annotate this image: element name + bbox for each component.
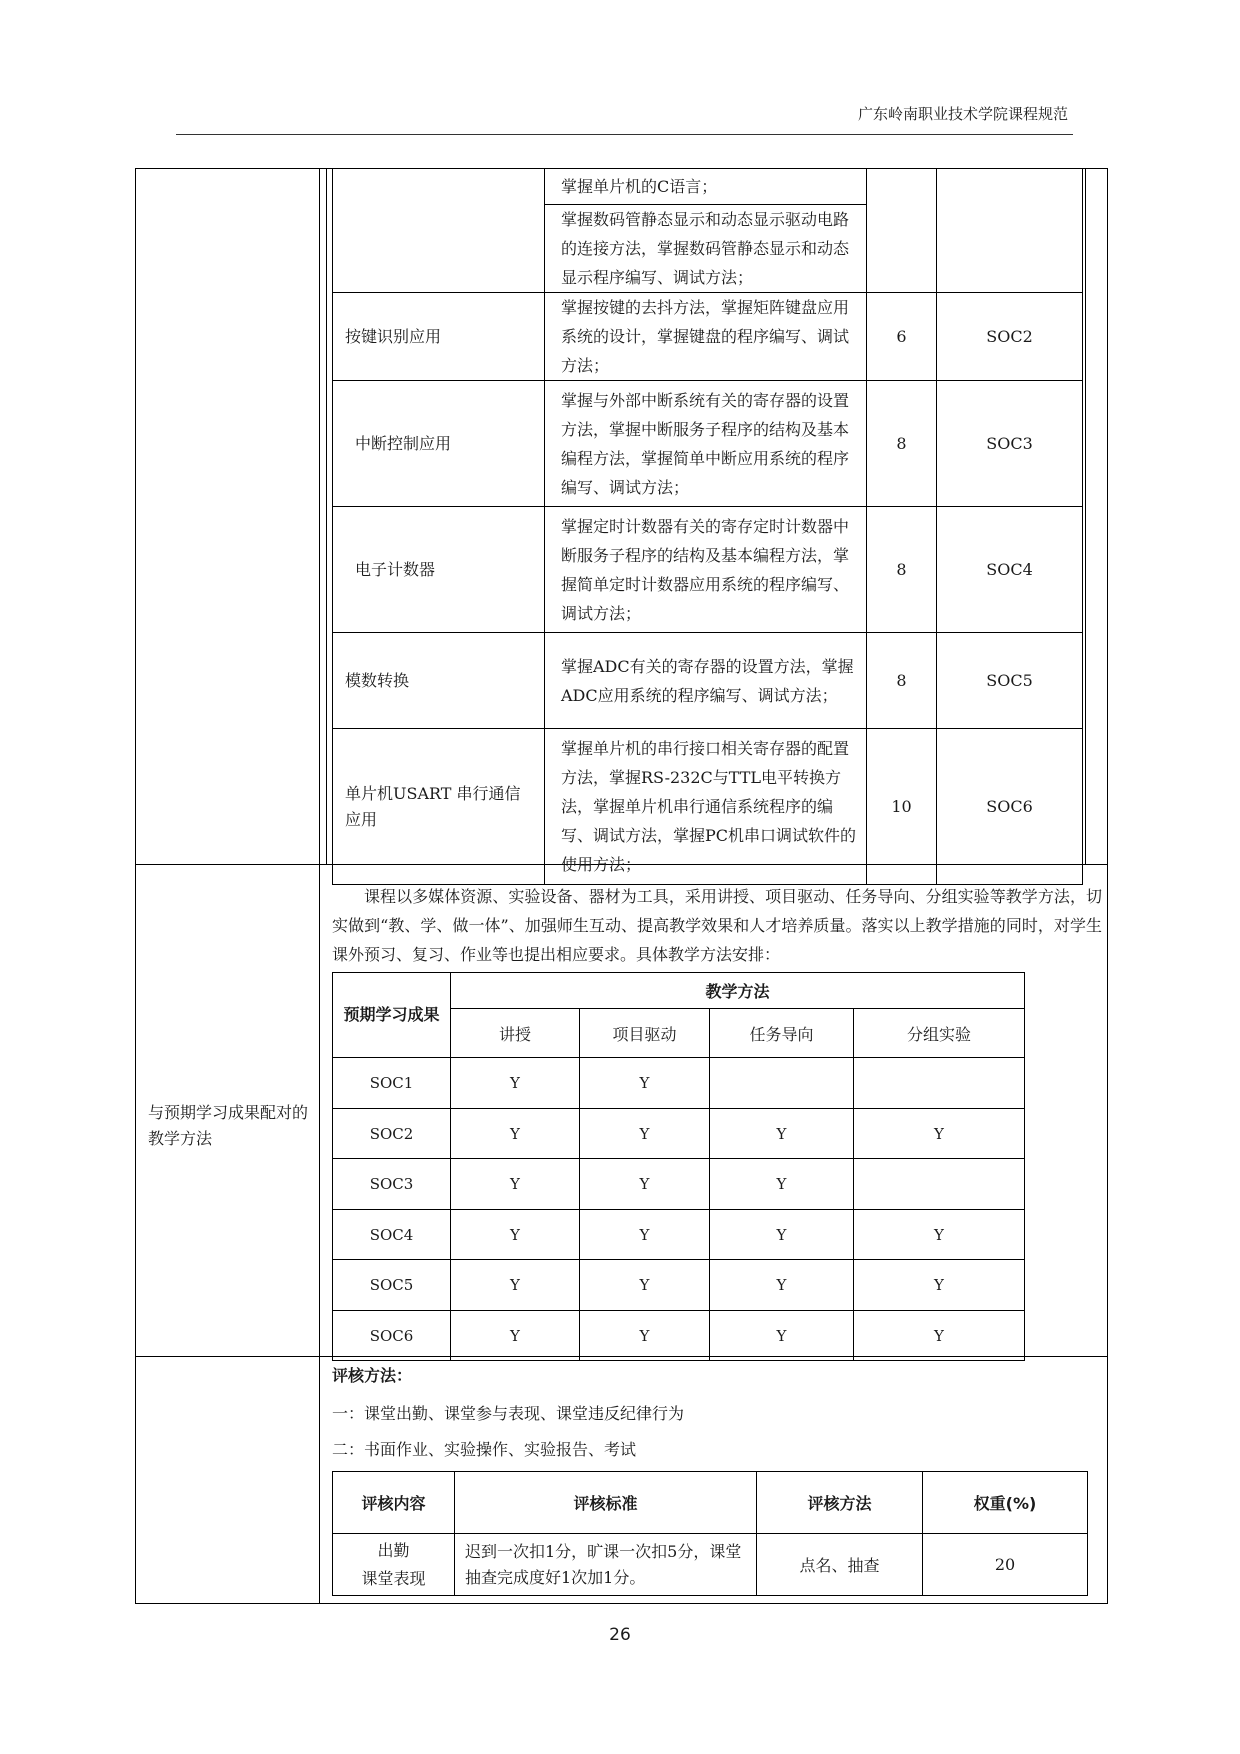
method-header-cell: 分组实验 [854,1009,1025,1058]
table-row [333,1058,1025,1109]
teaching-methods-table [332,972,1025,1361]
mark-cell: Y [580,1159,710,1210]
method-header-cell: 项目驱动 [580,1009,710,1058]
table-row [333,973,1025,1009]
mark-cell: Y [854,1311,1025,1361]
table-row [333,381,1083,507]
soc-cell: SOC1 [333,1058,451,1109]
module-hours-cell [867,169,937,293]
assess-standard-cell: 迟到一次扣1分，旷课一次扣5分，课堂抽查完成度好1次加1分。 [455,1534,757,1596]
module-name-cell [333,169,545,293]
module-soc-cell: SOC2 [937,293,1083,381]
table-row [333,729,1083,885]
mark-cell: Y [854,1109,1025,1159]
mark-cell: Y [580,1260,710,1311]
assess-header-cell: 权重(%) [923,1472,1088,1534]
mark-cell: Y [580,1058,710,1109]
assess-header-cell: 评核内容 [333,1472,455,1534]
mark-cell: Y [451,1260,580,1311]
mark-cell: Y [854,1210,1025,1260]
assess-method-cell: 点名、抽查 [757,1534,923,1596]
module-hours-cell: 8 [867,507,937,633]
mark-cell [854,1159,1025,1210]
mark-cell: Y [451,1109,580,1159]
table-row [333,633,1083,729]
assess-content-line-2: 课堂表现 [361,1568,426,1588]
teaching-intro-paragraph: 课程以多媒体资源、实验设备、器材为工具，采用讲授、项目驱动、任务导向、分组实验等教学方法，切实做到“教、学、做一体”、加强师生互动、提高教学效果和人才培养质量。落实以上教学措施的同时，对学生课外预习、复习、作业等也提出相应要求。具体教学方法安排： [332,887,1102,964]
mark-cell: Y [854,1260,1025,1311]
mark-cell: Y [710,1210,854,1260]
module-name-cell: 单片机USART 串行通信应用 [333,729,545,885]
module-name-cell: 中断控制应用 [333,381,545,507]
table-row [333,293,1083,381]
methods-header-cell: 教学方法 [451,973,1025,1009]
mark-cell: Y [451,1311,580,1361]
mark-cell: Y [580,1311,710,1361]
outcome-header-cell: 预期学习成果 [333,973,451,1058]
table-row [333,1159,1025,1210]
mark-cell [854,1058,1025,1109]
table-row [333,1534,1088,1596]
method-header-cell: 讲授 [451,1009,580,1058]
module-content-cell: 掌握单片机的串行接口相关寄存器的配置方法，掌握RS-232C与TTL电平转换方法，掌握单片机串行通信系统程序的编写、调试方法，掌握PC机串口调试软件的使用方法； [545,729,867,885]
mark-cell: Y [710,1260,854,1311]
teaching-section-label: 与预期学习成果配对的教学方法 [148,1103,309,1148]
module-name-cell: 电子计数器 [333,507,545,633]
assess-header-cell: 评核方法 [757,1472,923,1534]
mark-cell [710,1058,854,1109]
module-hours-cell: 8 [867,633,937,729]
table-row [333,1260,1025,1311]
assess-header-cell: 评核标准 [455,1472,757,1534]
table-row [333,169,1083,205]
module-content-cell: 掌握按键的去抖方法，掌握矩阵键盘应用系统的设计，掌握键盘的程序编写、调试方法； [545,293,867,381]
module-hours-cell: 10 [867,729,937,885]
inner-column-divider [326,168,327,864]
module-name-cell: 按键识别应用 [333,293,545,381]
mark-cell: Y [451,1058,580,1109]
mark-cell: Y [451,1210,580,1260]
module-soc-cell: SOC5 [937,633,1083,729]
soc-cell: SOC4 [333,1210,451,1260]
mark-cell: Y [710,1109,854,1159]
left-column-divider [319,168,320,1604]
right-inner-divider [1085,168,1086,864]
module-content-cell: 掌握与外部中断系统有关的寄存器的设置方法，掌握中断服务子程序的结构及基本编程方法，掌握简单中断应用系统的程序编写、调试方法； [545,381,867,507]
module-table [332,168,1083,885]
table-row [333,1311,1025,1361]
page-header-title: 广东岭南职业技术学院课程规范 [857,105,1068,123]
module-content-cell: 掌握数码管静态显示和动态显示驱动电路的连接方法，掌握数码管静态显示和动态显示程序编写、调试方法； [545,205,867,293]
module-soc-cell: SOC4 [937,507,1083,633]
header-rule [176,134,1073,135]
mark-cell: Y [710,1311,854,1361]
soc-cell: SOC3 [333,1159,451,1210]
assessment-line-1: 一：课堂出勤、课堂参与表现、课堂违反纪律行为 [332,1404,685,1423]
method-header-cell: 任务导向 [710,1009,854,1058]
module-content-cell: 掌握定时计数器有关的寄存定时计数器中断服务子程序的结构及基本编程方法，掌握简单定时计数器应用系统的程序编写、调试方法； [545,507,867,633]
module-soc-cell: SOC3 [937,381,1083,507]
module-soc-cell [937,169,1083,293]
soc-cell: SOC5 [333,1260,451,1311]
soc-cell: SOC2 [333,1109,451,1159]
assessment-title: 评核方法： [332,1366,413,1385]
assessment-table [332,1471,1088,1596]
module-content-cell: 掌握ADC有关的寄存器的设置方法，掌握ADC应用系统的程序编写、调试方法； [545,633,867,729]
module-hours-cell: 6 [867,293,937,381]
module-content-cell: 掌握单片机的C语言； [545,169,867,205]
assess-weight-cell: 20 [923,1534,1088,1596]
mark-cell: Y [451,1159,580,1210]
assess-content-cell [333,1534,455,1596]
module-soc-cell: SOC6 [937,729,1083,885]
mark-cell: Y [580,1210,710,1260]
mark-cell: Y [580,1109,710,1159]
table-row [333,507,1083,633]
table-row [333,1210,1025,1260]
module-hours-cell: 8 [867,381,937,507]
table-row [333,1109,1025,1159]
assess-content-line-1: 出勤 [377,1540,410,1560]
assessment-line-2: 二：书面作业、实验操作、实验报告、考试 [332,1440,637,1459]
module-name-cell: 模数转换 [333,633,545,729]
soc-cell: SOC6 [333,1311,451,1361]
page-number: 26 [609,1625,631,1645]
table-row [333,1472,1088,1534]
mark-cell: Y [710,1159,854,1210]
